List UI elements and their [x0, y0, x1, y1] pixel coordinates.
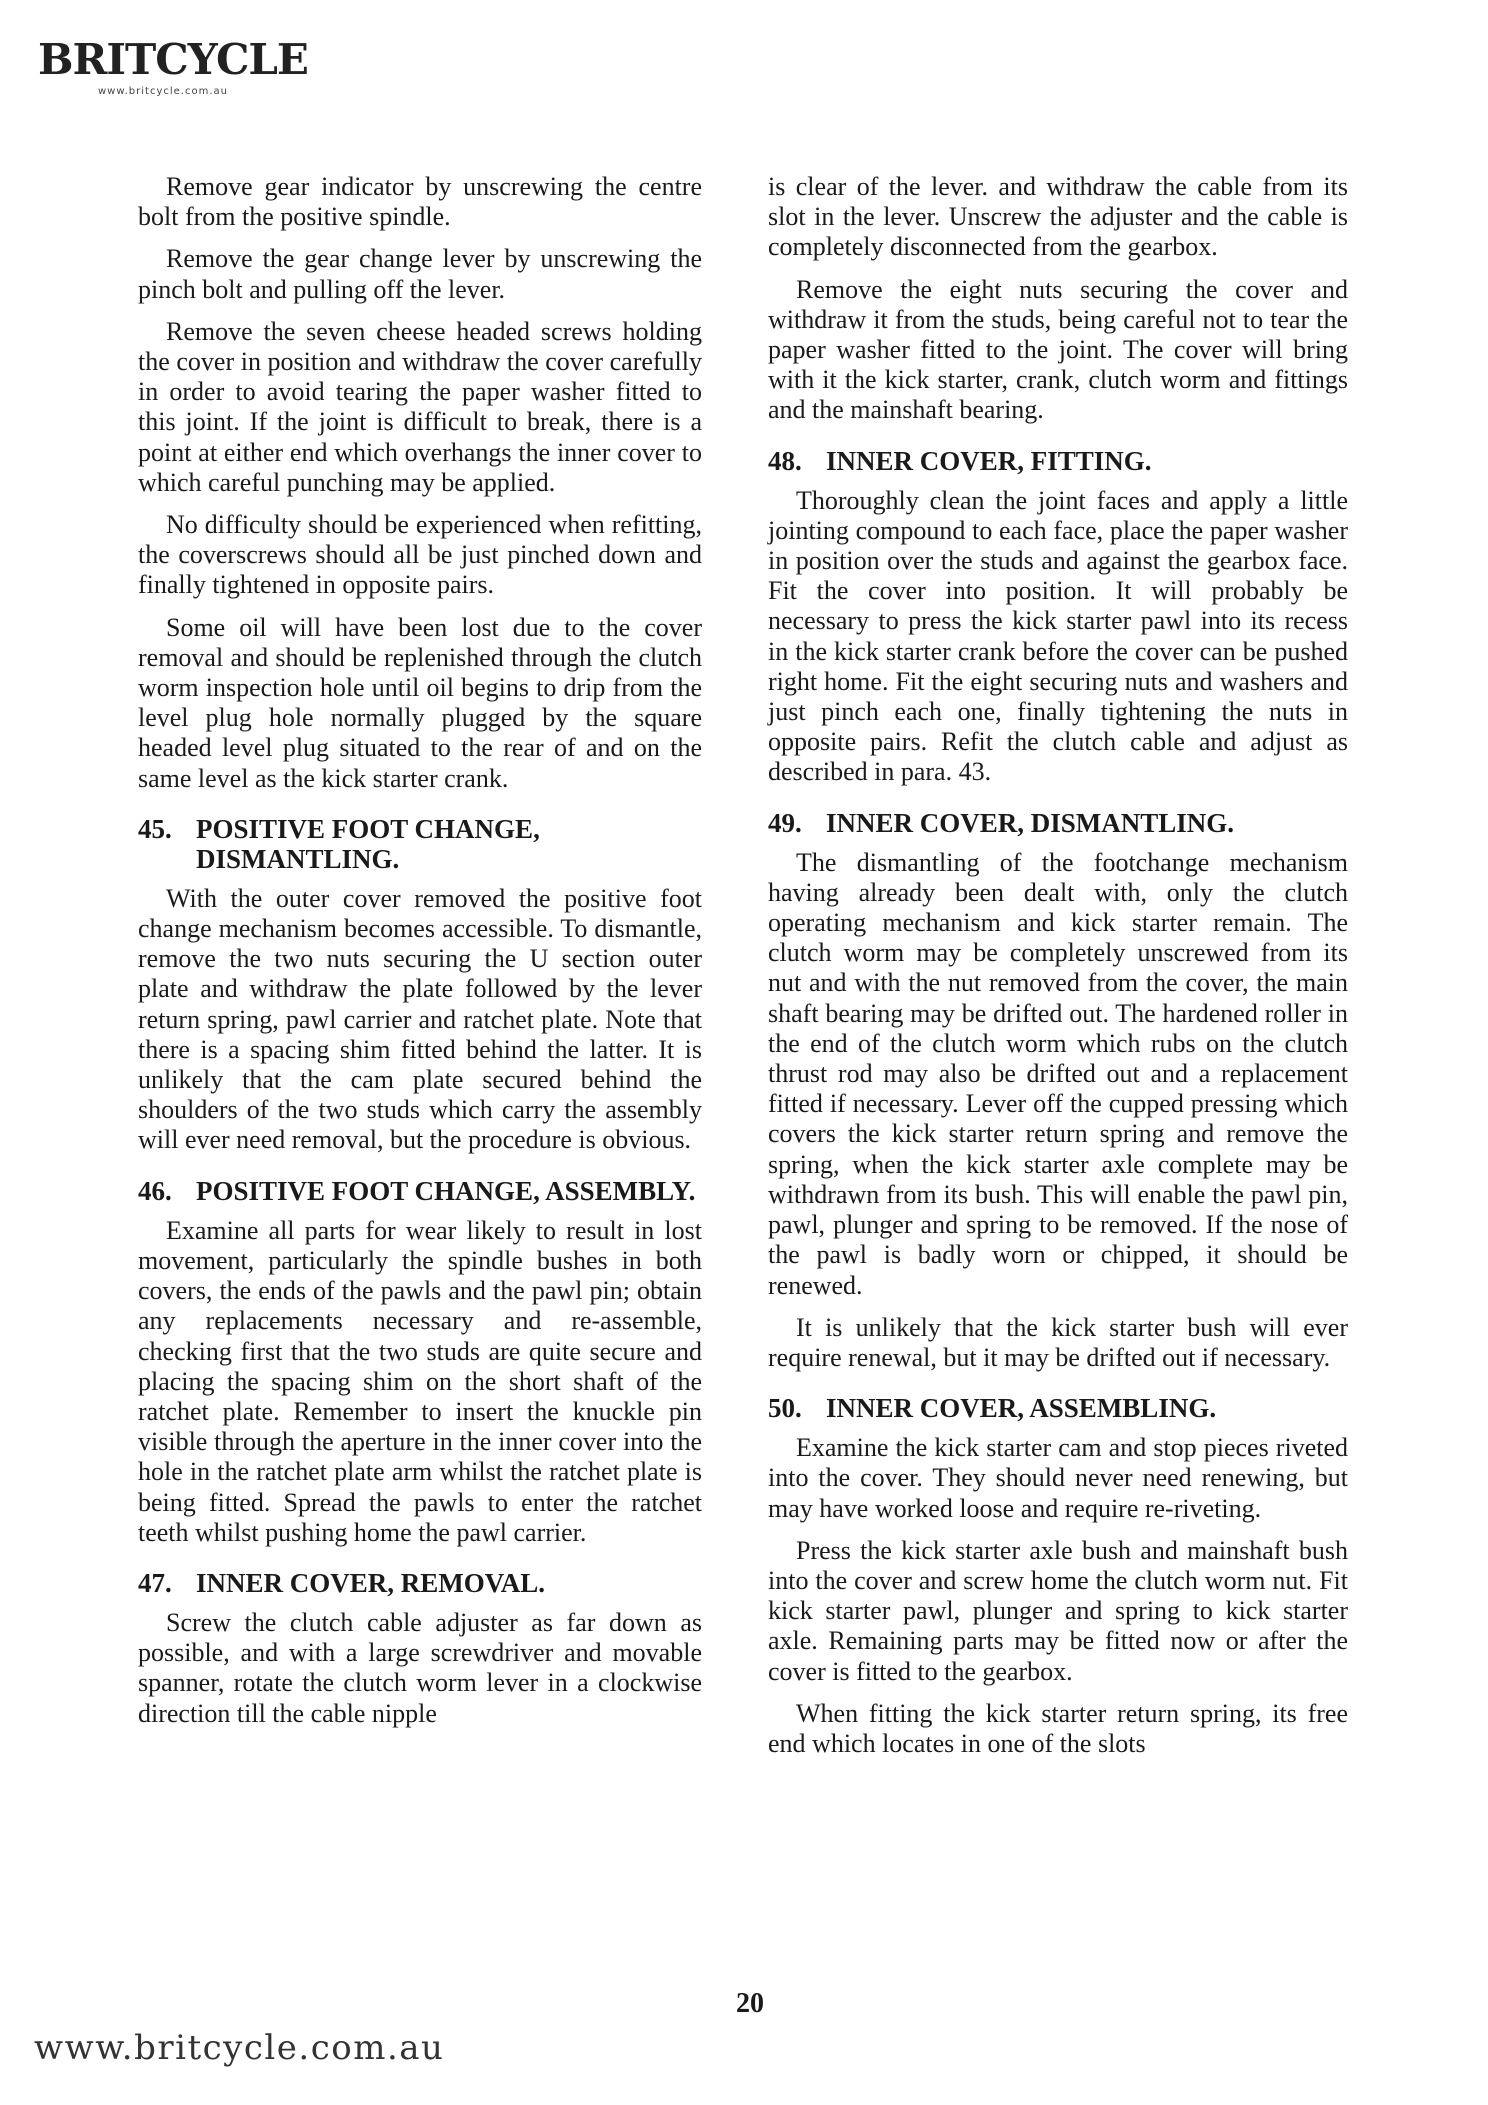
paragraph: Examine all parts for wear likely to result in lost movement, particularly the spindle bushes in both covers, the ends of the pawls and the pawl pin; obtain any replacements necessary and re-assemble, checking first that the two studs are quite secure and placing the spacing shim on the short shaft of the ratchet plate. Remember to insert the knuckle pin visible through the aperture in the inner cover into the hole in the ratchet plate arm whilst the ratchet plate is being fitted. Spread the pawls to enter the ratchet teeth whilst pushing home the pawl carrier.: [138, 1215, 702, 1547]
section-number: 47.: [138, 1567, 172, 1598]
paragraph: No difficulty should be experienced when refitting, the coverscrews should all be just pinched down and finally tightened in opposite pairs.: [138, 510, 702, 600]
section-title: INNER COVER, ASSEMBLING.: [826, 1393, 1217, 1424]
paragraph: Press the kick starter axle bush and mainshaft bush into the cover and screw home the clutch worm nut. Fit kick starter pawl, plunger and spring to kick starter axle. Remaining parts may be fitted now or after the cover is fitted to the gearbox.: [768, 1535, 1348, 1686]
footer-url: www.britcycle.com.au: [34, 2028, 445, 2068]
logo-url: www.britcycle.com.au: [98, 86, 228, 97]
section-number: 50.: [768, 1393, 802, 1424]
paragraph: Thoroughly clean the joint faces and apply a little jointing compound to each face, place the paper washer in position over the studs and against the gearbox face. Fit the cover into position. It will probably be necessary to press the kick starter pawl into its recess in the kick starter crank before the cover can be pushed right home. Fit the eight securing nuts and washers and just pinch each one, finally tightening the nuts in opposite pairs. Refit the clutch cable and adjust as described in para. 43.: [768, 485, 1348, 787]
section-title: INNER COVER, REMOVAL.: [196, 1567, 546, 1598]
paragraph: Remove the gear change lever by unscrewing the pinch bolt and pulling off the lever.: [138, 244, 702, 304]
section-heading-48: [768, 446, 1348, 476]
paragraph: Screw the clutch cable adjuster as far down as possible, and with a large screwdriver and movable spanner, rotate the clutch worm lever in a clockwise direction till the cable nipple: [138, 1607, 702, 1728]
page-number: 20: [736, 1988, 764, 2019]
section-number: 48.: [768, 445, 802, 476]
left-column: [138, 172, 702, 1741]
paragraph: Remove gear indicator by unscrewing the centre bolt from the positive spindle.: [138, 172, 702, 232]
section-heading-46: [138, 1176, 702, 1206]
section-heading-49: [768, 808, 1348, 838]
section-title: POSITIVE FOOT CHANGE, DISMANTLING.: [196, 813, 540, 874]
paragraph: The dismantling of the footchange mechanism having already been dealt with, only the clutch operating mechanism and kick starter remain. The clutch worm may be completely unscrewed from its nut and with the nut removed from the cover, the main shaft bearing may be drifted out. The hardened roller in the end of the clutch worm which rubs on the clutch thrust rod may also be drifted out and a replacement fitted if necessary. Lever off the cupped pressing which covers the kick starter return spring and remove the spring, when the kick starter axle complete may be withdrawn from its bush. This will enable the pawl pin, pawl, plunger and spring to be removed. If the nose of the pawl is badly worn or chipped, it should be renewed.: [768, 847, 1348, 1300]
paragraph: Remove the seven cheese headed screws holding the cover in position and withdraw the cover carefully in order to avoid tearing the paper washer fitted to this joint. If the joint is difficult to break, there is a point at either end which overhangs the inner cover to which careful punching may be applied.: [138, 316, 702, 497]
section-number: 49.: [768, 807, 802, 838]
paragraph: With the outer cover removed the positive foot change mechanism becomes accessible. To dismantle, remove the two nuts securing the U section outer plate and withdraw the plate followed by the lever return spring, pawl carrier and ratchet plate. Note that there is a spacing shim fitted behind the latter. It is unlikely that the cam plate secured behind the shoulders of the two studs which carry the assembly will ever need removal, but the procedure is obvious.: [138, 883, 702, 1155]
britcycle-logo: [38, 35, 308, 114]
paragraph: Some oil will have been lost due to the cover removal and should be replenished through the clutch worm inspection hole until oil begins to drip from the level plug hole normally plugged by the square headed level plug situated to the rear of and on the same level as the kick starter crank.: [138, 612, 702, 793]
paragraph: is clear of the lever. and withdraw the cable from its slot in the lever. Unscrew the adjuster and the cable is completely disconnected from the gearbox.: [768, 172, 1348, 262]
section-title: POSITIVE FOOT CHANGE, ASSEMBLY.: [196, 1175, 696, 1206]
paragraph: Examine the kick starter cam and stop pieces riveted into the cover. They should never need renewing, but may have worked loose and require re-riveting.: [768, 1433, 1348, 1523]
section-number: 45.: [138, 813, 172, 844]
paragraph: It is unlikely that the kick starter bush will ever require renewal, but it may be drifted out if necessary.: [768, 1312, 1348, 1372]
right-column: [768, 172, 1348, 1771]
paragraph: Remove the eight nuts securing the cover and withdraw it from the studs, being careful not to tear the paper washer fitted to the joint. The cover will bring with it the kick starter, crank, clutch worm and fittings and the mainshaft bearing.: [768, 274, 1348, 425]
logo-wordmark: BRITCYCLE: [38, 35, 308, 84]
section-heading-50: [768, 1393, 1348, 1423]
section-title: INNER COVER, FITTING.: [826, 445, 1152, 476]
section-heading-45: [138, 814, 702, 874]
paragraph: When fitting the kick starter return spring, its free end which locates in one of the slots: [768, 1698, 1348, 1758]
section-number: 46.: [138, 1175, 172, 1206]
section-title: INNER COVER, DISMANTLING.: [826, 807, 1235, 838]
section-heading-47: [138, 1568, 702, 1598]
